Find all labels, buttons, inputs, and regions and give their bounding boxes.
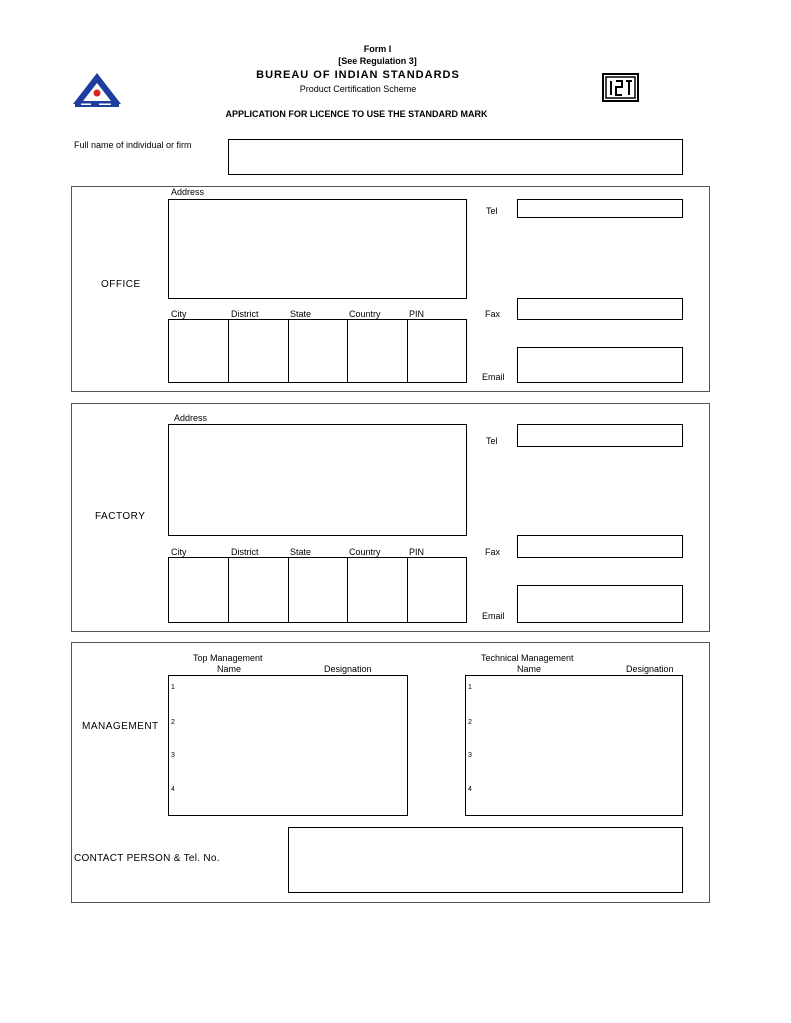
office-section-label: OFFICE <box>101 279 141 290</box>
factory-tel-label: Tel <box>486 436 498 446</box>
scheme-name: Product Certification Scheme <box>299 84 417 94</box>
grid-divider <box>347 558 348 622</box>
technical-management-field[interactable] <box>465 675 683 816</box>
office-district-label: District <box>231 309 259 319</box>
factory-fax-field[interactable] <box>517 535 683 558</box>
row-number: 2 <box>171 719 175 726</box>
factory-section-label: FACTORY <box>95 511 146 522</box>
row-number: 1 <box>171 684 175 691</box>
grid-divider <box>407 320 408 382</box>
factory-pin-label: PIN <box>409 547 425 557</box>
isi-mark-icon <box>602 73 639 102</box>
bis-logo-icon <box>71 71 123 108</box>
factory-state-label: State <box>290 547 312 557</box>
office-address-field[interactable] <box>168 199 467 299</box>
factory-country-label: Country <box>349 547 381 557</box>
factory-email-field[interactable] <box>517 585 683 623</box>
technical-management-heading: Technical Management <box>481 653 574 663</box>
regulation-reference: [See Regulation 3] <box>338 56 417 66</box>
row-number: 2 <box>468 719 472 726</box>
office-country-label: Country <box>349 309 381 319</box>
grid-divider <box>228 558 229 622</box>
office-state-label: State <box>290 309 312 319</box>
office-fax-label: Fax <box>485 309 501 319</box>
firm-name-field[interactable] <box>228 139 683 175</box>
factory-city-label: City <box>171 547 187 557</box>
office-fax-field[interactable] <box>517 298 683 320</box>
office-email-field[interactable] <box>517 347 683 383</box>
management-section-label: MANAGEMENT <box>82 721 159 732</box>
factory-location-grid <box>168 557 467 623</box>
factory-address-label: Address <box>174 413 208 423</box>
grid-divider <box>407 558 408 622</box>
office-address-label: Address <box>171 187 205 197</box>
row-number: 1 <box>468 684 472 691</box>
factory-address-field[interactable] <box>168 424 467 536</box>
factory-email-label: Email <box>482 611 505 621</box>
office-city-label: City <box>171 309 187 319</box>
top-management-designation-label: Designation <box>324 664 372 674</box>
contact-person-label: CONTACT PERSON & Tel. No. <box>74 853 220 864</box>
row-number: 4 <box>468 786 472 793</box>
row-number: 3 <box>468 752 472 759</box>
grid-divider <box>347 320 348 382</box>
office-tel-label: Tel <box>486 206 498 216</box>
office-email-label: Email <box>482 372 505 382</box>
factory-fax-label: Fax <box>485 547 501 557</box>
factory-tel-field[interactable] <box>517 424 683 447</box>
top-management-name-label: Name <box>217 664 242 674</box>
factory-district-label: District <box>231 547 259 557</box>
form-title: APPLICATION FOR LICENCE TO USE THE STANDARD MARK <box>225 109 488 119</box>
grid-divider <box>228 320 229 382</box>
contact-person-field[interactable] <box>288 827 683 893</box>
top-management-field[interactable] <box>168 675 408 816</box>
organization-name: BUREAU OF INDIAN STANDARDS <box>256 69 460 81</box>
grid-divider <box>288 320 289 382</box>
row-number: 4 <box>171 786 175 793</box>
office-pin-label: PIN <box>409 309 425 319</box>
technical-management-designation-label: Designation <box>626 664 674 674</box>
firm-name-label: Full name of individual or firm <box>74 140 192 150</box>
office-location-grid <box>168 319 467 383</box>
grid-divider <box>288 558 289 622</box>
technical-management-name-label: Name <box>517 664 542 674</box>
office-tel-field[interactable] <box>517 199 683 218</box>
top-management-heading: Top Management <box>193 653 263 663</box>
row-number: 3 <box>171 752 175 759</box>
form-number: Form I <box>363 44 392 54</box>
